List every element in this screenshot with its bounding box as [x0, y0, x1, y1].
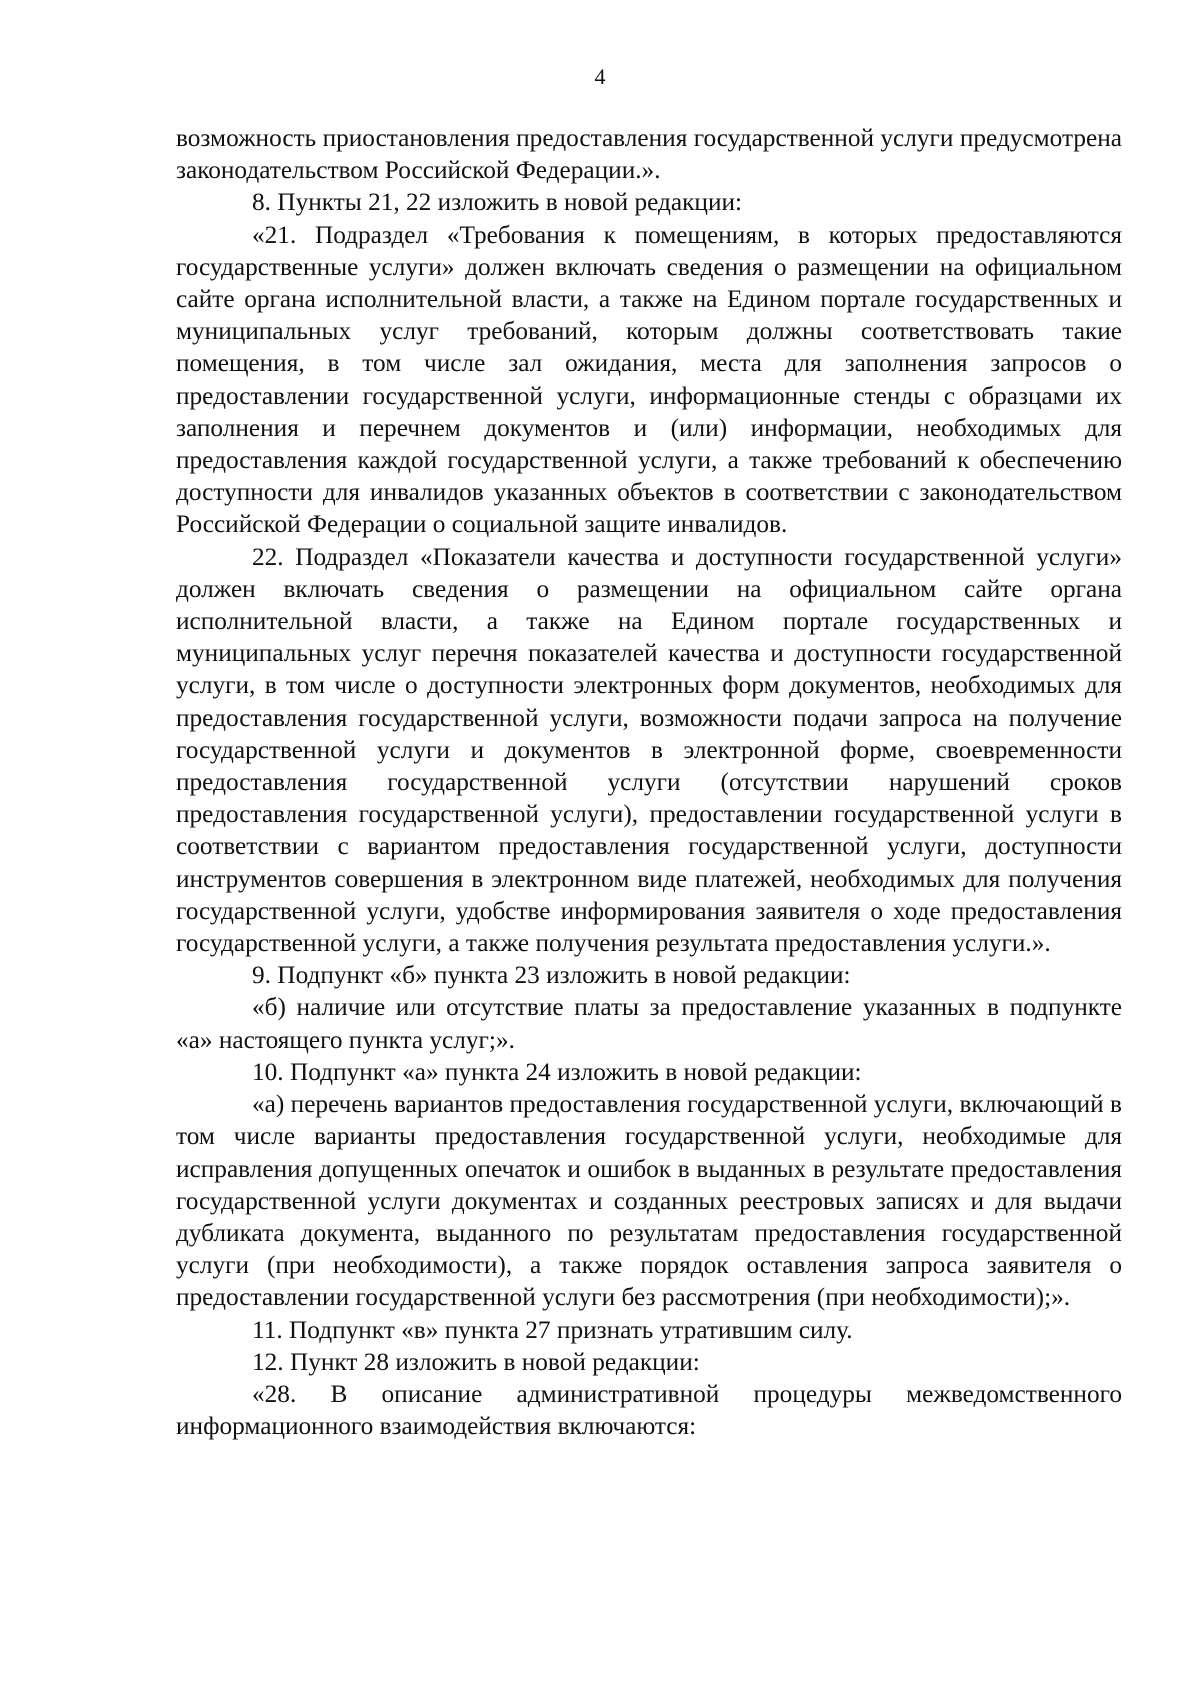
- page-number: 4: [594, 64, 606, 89]
- paragraph-item-28: «28. В описание административной процедуры межведомственного информационного взаимодействия включаются:: [176, 1379, 1122, 1441]
- paragraph-subitem-a: «а) перечень вариантов предоставления государственной услуги, включающий в том числе варианты предоставления государственной услуги, необходимые для исправления допущенных опечаток и ошибок в выданных в результате предоставления государственной услуги документах и созданных реестровых записях и для выдачи дубликата документа, выданного по результатам предоставления государственной услуги (при необходимости), а также порядок оставления запроса заявителя о предоставлении государственной услуги без рассмотрения (при необходимости);».: [176, 1090, 1122, 1312]
- paragraph-item-9: 9. Подпункт «б» пункта 23 изложить в новой редакции:: [252, 961, 851, 990]
- paragraph-subitem-b: «б) наличие или отсутствие платы за предоставление указанных в подпункте «а» настоящего пункта услуг;».: [176, 993, 1122, 1054]
- paragraph-item-21: «21. Подраздел «Требования к помещениям, в которых предоставляются государственные услуги» должен включать сведения о размещении на официальном сайте органа исполнительной власти, а также на Едином портале государственных и муниципальных услуг требований, которым должны соответствовать такие помещения, в том числе зал ожидания, места для заполнения запросов о предоставлении государственной услуги, информационные стенды с образцами их заполнения и перечнем документов и (или) информации, необходимых для предоставления каждой государственной услуги, а также требований к обеспечению доступности для инвалидов указанных объектов в соответствии с законодательством Российской Федерации о социальной защите инвалидов.: [176, 220, 1122, 539]
- paragraph-item-8: 8. Пункты 21, 22 изложить в новой редакции:: [252, 188, 743, 217]
- paragraph-item-10: 10. Подпункт «а» пункта 24 изложить в новой редакции:: [252, 1057, 862, 1086]
- document-body: [176, 122, 1122, 1442]
- paragraph-item-12: 12. Пункт 28 изложить в новой редакции:: [252, 1347, 700, 1376]
- paragraph-continuation: возможность приостановления предоставления государственной услуги предусмотрена законодательством Российской Федерации.».: [176, 124, 1122, 185]
- paragraph-item-11: 11. Подпункт «в» пункта 27 признать утратившим силу.: [252, 1315, 853, 1344]
- paragraph-item-22: 22. Подраздел «Показатели качества и доступности государственной услуги» должен включать сведения о размещении на официальном сайте органа исполнительной власти, а также на Едином портале государственных и муниципальных услуг перечня показателей качества и доступности государственной услуги, в том числе о доступности электронных форм документов, необходимых для предоставления государственной услуги, возможности подачи запроса на получение государственной услуги и документов в электронной форме, своевременности предоставления государственной услуги (отсутствии нарушений сроков предоставления государственной услуги), предоставлении государственной услуги в соответствии с вариантом предоставления государственной услуги, доступности инструментов совершения в электронном виде платежей, необходимых для получения государственной услуги, удобстве информирования заявителя о ходе предоставления государственной услуги, а также получения результата предоставления услуги.».: [176, 542, 1122, 958]
